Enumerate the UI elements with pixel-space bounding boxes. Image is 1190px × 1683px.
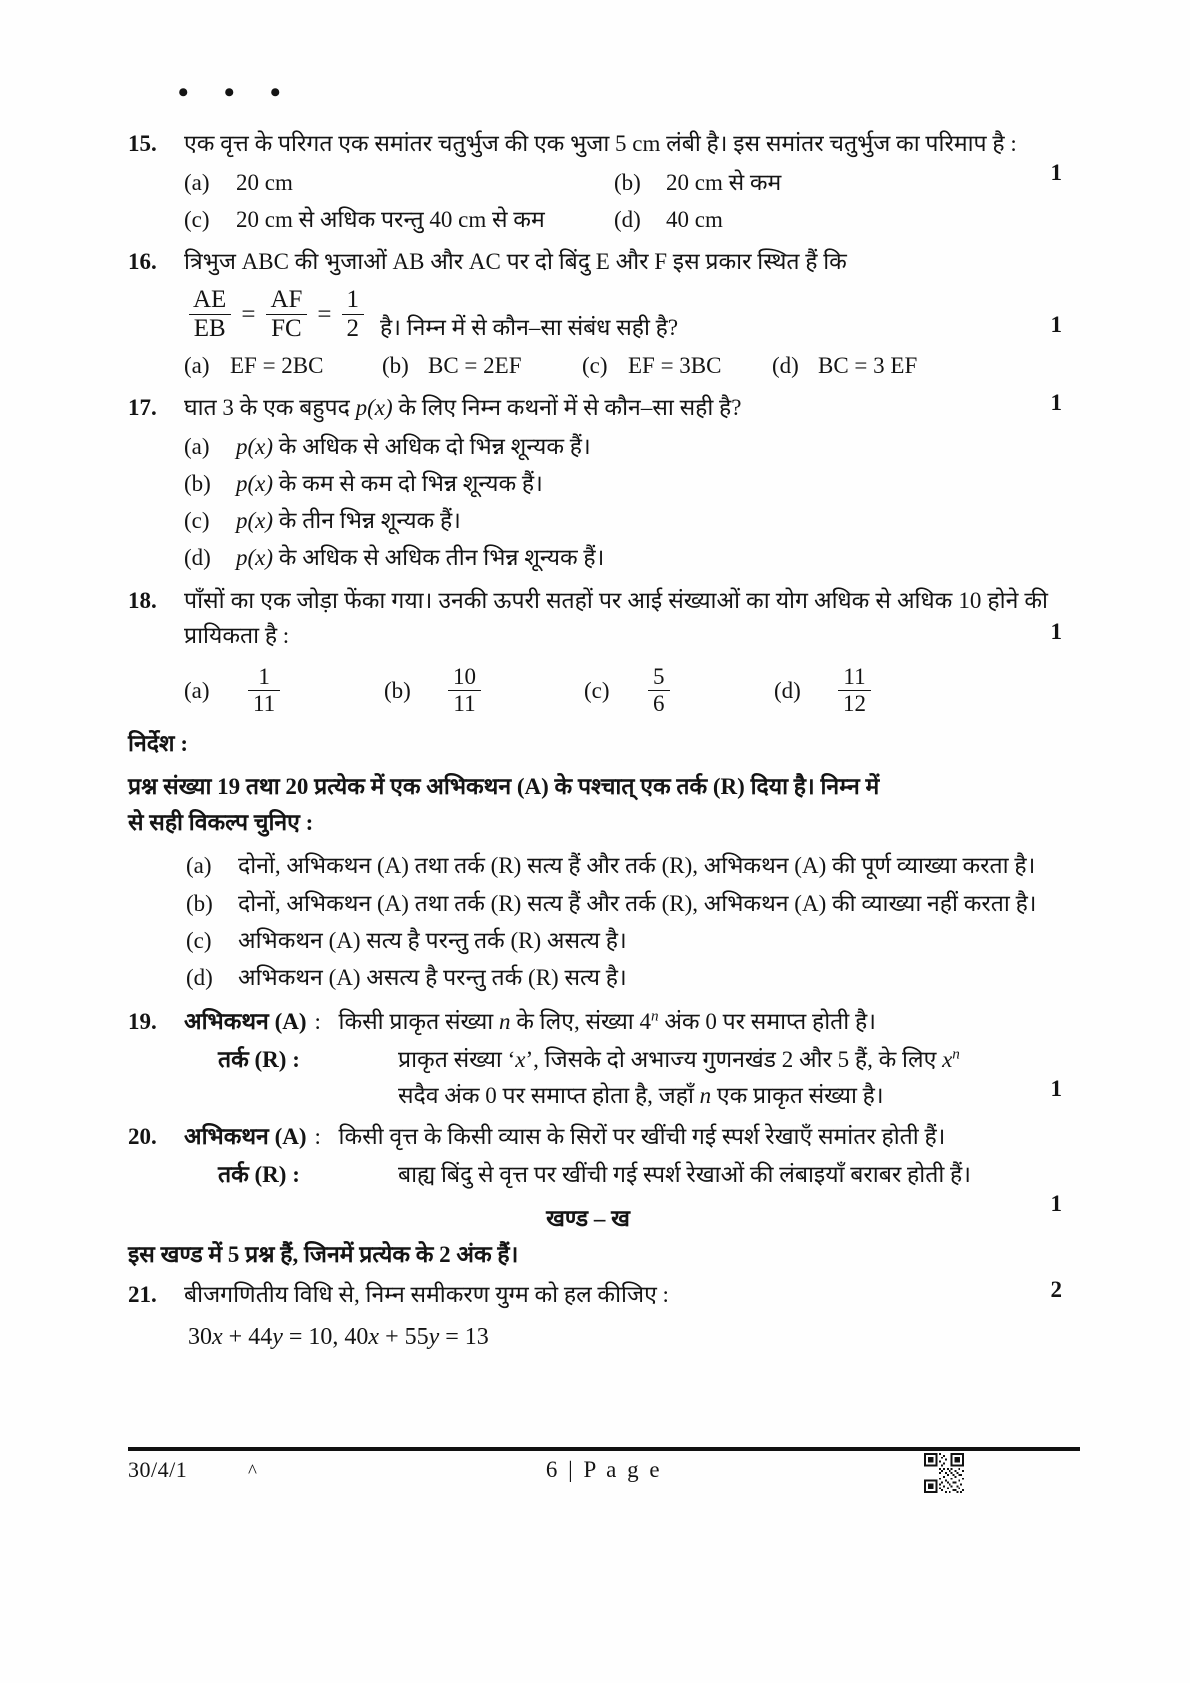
fraction-ae-eb (188, 286, 231, 343)
caret-mark: ^ (248, 1461, 257, 1482)
question-options (184, 164, 1048, 239)
option-label-text: के तीन भिन्न शून्यक हैं। (273, 508, 461, 534)
fraction-denominator: EB (189, 314, 231, 343)
assertion-text (339, 1004, 1048, 1040)
fraction-af-fc (265, 286, 307, 343)
reason-line2-math: n (699, 1082, 712, 1108)
option-fraction (648, 664, 670, 717)
option-tag: (a) (184, 169, 210, 195)
option-tag: (d) (772, 352, 799, 378)
fraction-one-half (342, 286, 365, 343)
option-tag: (c) (582, 352, 608, 378)
option-label-text: के कम से कम दो भिन्न शून्यक हैं। (273, 470, 543, 496)
option-text: 40 cm (666, 206, 723, 232)
section-note: इस खण्ड में 5 प्रश्न हैं, जिनमें प्रत्येक के 2 अंक हैं। (128, 1241, 519, 1267)
direction-option-a[interactable] (186, 847, 1035, 884)
eq-part-5: = 13 (439, 1323, 489, 1350)
directions-line-2: से सही विकल्प चुनिए : (128, 810, 314, 836)
question-18 (128, 583, 1062, 717)
assertion-row (184, 1004, 1048, 1040)
option-math: p(x) (236, 545, 274, 571)
fraction-denominator: 11 (248, 690, 280, 717)
assertion-colon: : (314, 1009, 321, 1035)
question-options (184, 347, 1048, 384)
reason-part-2: ’, जिसके दो अभाज्य गुणनखंड 2 और 5 हैं, के लिए (525, 1047, 943, 1073)
question-16 (128, 244, 1062, 384)
option-tag: (b) (186, 890, 213, 916)
assertion-part-2: के लिए, संख्या 4 (510, 1009, 651, 1035)
reason-line2-part-1: सदैव अंक 0 पर समाप्त होता है, जहाँ (398, 1082, 700, 1108)
option-text: EF = 3BC (628, 352, 722, 378)
option-text: 20 cm से कम (666, 169, 782, 195)
question-stem: एक वृत्त के परिगत एक समांतर चतुर्भुज की एक भुजा 5 cm लंबी है। इस समांतर चतुर्भुज का परिमाप है : (184, 131, 1017, 156)
eq-var-y1: y (272, 1323, 283, 1350)
assertion-math-n: n (499, 1009, 511, 1035)
option-tag: (b) (614, 169, 641, 195)
page-footer (128, 1455, 1080, 1515)
option-tag: (d) (774, 677, 801, 703)
assertion-label: अभिकथन (A) (184, 1124, 307, 1150)
fraction-numerator: 10 (453, 663, 476, 689)
paper-code: 30/4/1 (128, 1457, 188, 1482)
option-tag: (d) (186, 965, 213, 991)
option-d[interactable] (772, 347, 917, 384)
option-text: अभिकथन (A) सत्य है परन्तु तर्क (R) असत्य है। (238, 927, 627, 953)
assertion-exponent: n (651, 1007, 659, 1025)
option-math: p(x) (236, 470, 274, 496)
option-text: दोनों, अभिकथन (A) तथा तर्क (R) सत्य हैं और तर्क (R), अभिकथन (A) की पूर्ण व्याख्या करता है। (238, 853, 1036, 879)
fraction-denominator: 6 (648, 690, 670, 717)
assertion-part-3: अंक 0 पर समाप्त होती है। (658, 1009, 876, 1035)
option-text: EF = 2BC (230, 352, 324, 378)
option-b[interactable] (614, 164, 781, 201)
option-text: BC = 2EF (428, 352, 522, 378)
question-16-equation (184, 286, 1048, 343)
eq-part-4: + 55 (379, 1323, 429, 1350)
question-17 (128, 390, 1062, 577)
question-number: 18. (128, 587, 157, 613)
page-content (128, 76, 1062, 1356)
question-20 (128, 1119, 1062, 1217)
option-b[interactable] (184, 465, 543, 502)
option-tag: (b) (184, 470, 211, 496)
option-tag: (c) (186, 927, 212, 953)
reason-row (184, 1157, 1048, 1193)
section-title: खण्ड – ख (546, 1205, 630, 1231)
reason-text (386, 1042, 1048, 1113)
reason-row (184, 1042, 1048, 1113)
option-a[interactable] (184, 428, 591, 465)
stem-math: p(x) (355, 395, 393, 421)
option-fraction (838, 664, 871, 717)
option-tag: (b) (382, 352, 409, 378)
eq-part-3: = 10, 40 (282, 1323, 369, 1350)
option-math: p(x) (236, 508, 274, 534)
directions-line-1: प्रश्न संख्या 19 तथा 20 प्रत्येक में एक अभिकथन (A) के पश्चात् एक तर्क (R) दिया है। निम्न में (128, 773, 880, 799)
question-21 (128, 1276, 1062, 1356)
option-text: 20 cm से अधिक परन्तु 40 cm से कम (236, 206, 545, 232)
option-c[interactable] (184, 502, 461, 539)
fraction-numerator: AF (270, 285, 303, 313)
continuation-dots: • • • (178, 76, 295, 109)
equals-sign-1: = (241, 300, 256, 328)
option-label-text: के अधिक से अधिक दो भिन्न शून्यक हैं। (273, 433, 591, 459)
assertion-part-1: किसी प्राकृत संख्या (338, 1009, 500, 1035)
reason-text: बाह्य बिंदु से वृत्त पर खींची गई स्पर्श रेखाओं की लंबाइयाँ बराबर होती हैं। (398, 1162, 971, 1187)
eq-var-x1: x (212, 1323, 223, 1350)
question-number: 21. (128, 1281, 157, 1307)
option-c[interactable] (584, 664, 774, 717)
marks-15: 1 (1050, 160, 1062, 185)
option-fraction (448, 664, 481, 717)
option-tag: (b) (384, 677, 411, 703)
option-text: अभिकथन (A) असत्य है परन्तु तर्क (R) सत्य है। (238, 965, 627, 991)
reason-exponent: n (952, 1045, 960, 1063)
fraction-denominator: 2 (342, 314, 365, 343)
assertion-colon: : (314, 1124, 321, 1150)
question-number: 15. (128, 131, 157, 156)
stem-part-1: घात 3 के एक बहुपद (184, 395, 356, 421)
reason-label-text: तर्क (R) (218, 1047, 287, 1073)
option-b[interactable] (382, 347, 582, 384)
question-number: 20. (128, 1124, 157, 1150)
reason-part-1: प्राकृत संख्या ‘ (398, 1047, 516, 1073)
option-b[interactable] (384, 664, 584, 717)
marks-21: 2 (1050, 1276, 1062, 1302)
question-21-equation (188, 1319, 1048, 1356)
option-tag: (d) (614, 206, 641, 232)
assertion-text: किसी वृत्त के किसी व्यास के सिरों पर खींची गई स्पर्श रेखाएँ समांतर होती हैं। (338, 1124, 946, 1150)
page-number: 6 | P a g e (545, 1457, 663, 1482)
directions-options (186, 847, 1048, 996)
option-d[interactable] (774, 664, 875, 717)
fraction-numerator: AE (193, 285, 227, 313)
fraction-numerator: 11 (843, 663, 866, 689)
question-stem: त्रिभुज ABC की भुजाओं AB और AC पर दो बिंदु E और F इस प्रकार स्थित हैं कि (184, 249, 847, 275)
fraction-numerator: 1 (346, 285, 360, 313)
assertion-label: अभिकथन (A) (184, 1009, 307, 1035)
option-math: p(x) (236, 433, 274, 459)
direction-option-d[interactable] (186, 959, 627, 996)
option-text (236, 539, 604, 576)
question-number: 16. (128, 249, 157, 275)
option-tag: (a) (186, 853, 212, 879)
option-tag: (d) (184, 545, 211, 571)
reason-math-x2: x (942, 1047, 953, 1073)
question-options (184, 428, 1048, 577)
question-stem: पाँसों का एक जोड़ा फेंका गया। उनकी ऊपरी सतहों पर आई संख्याओं का योग अधिक से अधिक 10 होने की प्रायिकता है : (184, 587, 1048, 649)
reason-label-text: तर्क (R) (218, 1162, 287, 1187)
option-c[interactable] (582, 347, 772, 384)
question-15 (128, 126, 1062, 238)
option-fraction (248, 664, 280, 717)
option-text: दोनों, अभिकथन (A) तथा तर्क (R) सत्य हैं और तर्क (R), अभिकथन (A) की व्याख्या नहीं करता है। (238, 890, 1037, 916)
option-tag: (a) (184, 433, 210, 459)
marks-20: 1 (1050, 1191, 1062, 1217)
marks-17: 1 (1050, 390, 1062, 416)
stem-part-2: के लिए निम्न कथनों में से कौन–सा सही है? (392, 395, 742, 421)
option-c[interactable] (184, 201, 614, 238)
direction-option-c[interactable] (186, 922, 627, 959)
option-a[interactable] (184, 664, 384, 717)
option-tag: (c) (184, 508, 210, 534)
option-tag: (a) (184, 677, 210, 703)
question-number: 19. (128, 1009, 157, 1035)
option-label-text: के अधिक से अधिक तीन भिन्न शून्यक हैं। (273, 545, 605, 571)
reason-label (184, 1157, 386, 1193)
option-text (236, 428, 591, 465)
option-text: 20 cm (236, 169, 293, 195)
option-tag: (c) (584, 677, 610, 703)
eq-part-2: + 44 (222, 1323, 273, 1350)
option-text (236, 502, 461, 539)
marks-18: 1 (1050, 618, 1062, 644)
reason-label (184, 1042, 386, 1078)
option-d[interactable] (184, 539, 604, 576)
direction-option-b[interactable] (186, 885, 1037, 922)
question-stem (184, 390, 1048, 426)
eq-var-x2: x (368, 1323, 380, 1350)
eq-var-y2: y (428, 1323, 440, 1350)
marks-19: 1 (1050, 1076, 1062, 1102)
question-stem: बीजगणितीय विधि से, निम्न समीकरण युग्म को हल कीजिए : (184, 1281, 669, 1307)
fraction-denominator: FC (266, 314, 307, 343)
reason-colon: : (286, 1047, 300, 1073)
fraction-denominator: 12 (838, 690, 871, 717)
reason-math-x: x (515, 1047, 526, 1073)
reason-line2-part-2: एक प्राकृत संख्या है। (711, 1082, 884, 1108)
option-d[interactable] (614, 201, 723, 238)
eq-coef-1: 30 (188, 1323, 212, 1350)
directions-heading: निर्देश : (128, 731, 188, 757)
option-tag: (c) (184, 206, 210, 232)
directions-block (128, 726, 1048, 996)
question-options (184, 664, 1048, 717)
fraction-numerator: 5 (653, 663, 665, 689)
question-number: 17. (128, 395, 157, 421)
reason-colon: : (286, 1162, 300, 1187)
option-text (236, 465, 543, 502)
option-a[interactable] (184, 347, 382, 384)
fraction-denominator: 11 (448, 690, 480, 717)
option-text: BC = 3 EF (818, 352, 918, 378)
question-19 (128, 1004, 1062, 1113)
equation-tail-text: है। निम्न में से कौन–सा संबंध सही है? (380, 315, 679, 341)
fraction-numerator: 1 (258, 663, 270, 689)
equals-sign-2: = (317, 300, 332, 328)
footer-divider (128, 1447, 1080, 1451)
marks-16: 1 (1050, 312, 1062, 338)
qr-code (924, 1453, 964, 1493)
option-a[interactable] (184, 164, 614, 201)
option-tag: (a) (184, 352, 210, 378)
assertion-row (184, 1119, 1048, 1155)
